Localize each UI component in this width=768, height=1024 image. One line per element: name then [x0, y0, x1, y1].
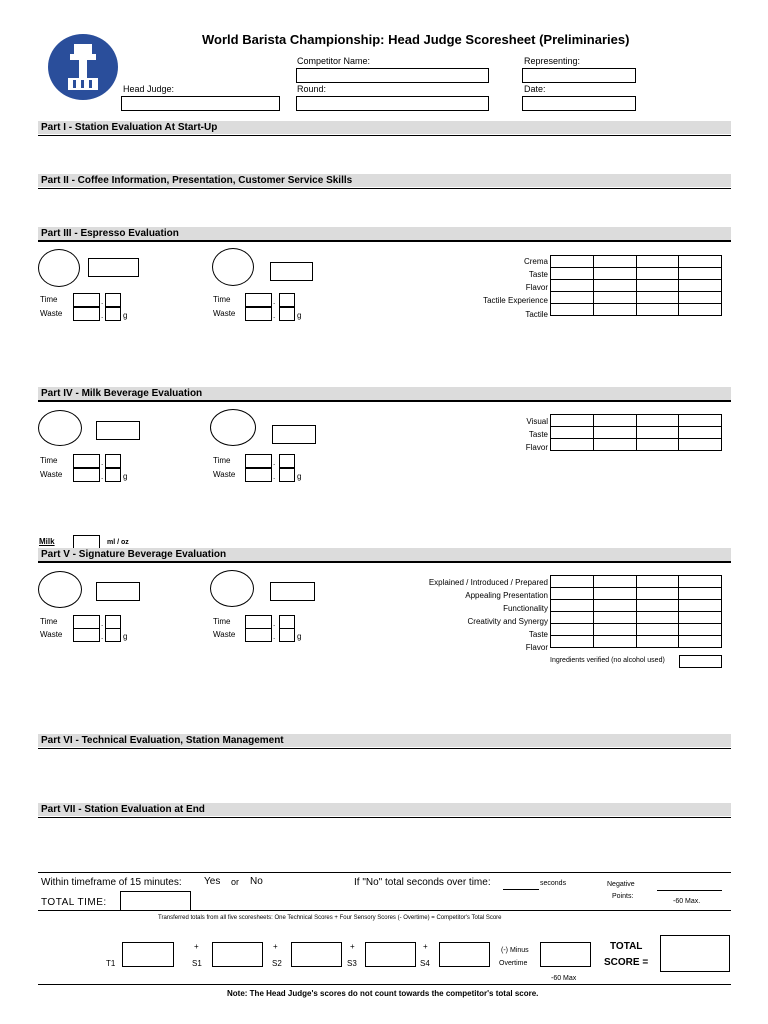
waste-label: Waste	[40, 309, 63, 318]
grams-label: g	[123, 632, 128, 641]
sig-2-time-sec[interactable]	[279, 615, 295, 629]
sig-2-field[interactable]	[270, 582, 315, 601]
or-label: or	[231, 877, 240, 887]
round-field[interactable]	[296, 96, 489, 111]
dot: .	[101, 311, 104, 320]
representing-field[interactable]	[522, 68, 636, 83]
waste-label: Waste	[40, 470, 63, 479]
espresso-2-time-min[interactable]	[245, 293, 272, 307]
signature-row-label: Taste	[528, 630, 548, 639]
dot: .	[273, 458, 276, 467]
overtime-field[interactable]	[540, 942, 591, 967]
s1-label: S1	[192, 959, 202, 968]
score-cell[interactable]	[636, 439, 679, 451]
max-label: -60 Max.	[673, 898, 701, 905]
score-cell[interactable]	[551, 600, 594, 612]
score-cell[interactable]	[636, 624, 679, 636]
sig-2-time-min[interactable]	[245, 615, 272, 629]
espresso-row-label: Tactile Experience	[483, 296, 548, 305]
score-cell[interactable]	[593, 439, 636, 451]
milk-2-field[interactable]	[272, 425, 316, 444]
plus-sign: +	[194, 942, 199, 951]
milk-2-circle[interactable]	[210, 409, 256, 446]
grams-label: g	[123, 311, 128, 320]
score-cell[interactable]	[636, 280, 679, 292]
time-label: Time	[40, 295, 58, 304]
milk-row-label: Visual	[526, 417, 548, 426]
score-cell[interactable]	[636, 304, 679, 316]
milk-1-field[interactable]	[96, 421, 140, 440]
score-cell[interactable]	[551, 280, 594, 292]
section-part-5-title: Part V - Signature Beverage Evaluation	[41, 549, 227, 560]
overtime-label: If "No" total seconds over time:	[354, 877, 491, 888]
plus-sign: +	[423, 942, 428, 951]
grams-label: g	[297, 472, 302, 481]
t1-field[interactable]	[122, 942, 174, 967]
sig-1-waste-a[interactable]	[73, 628, 100, 642]
divider	[38, 400, 731, 402]
divider	[38, 984, 731, 985]
signature-row-label: Flavor	[525, 643, 548, 652]
s3-field[interactable]	[365, 942, 416, 967]
dot: .	[101, 619, 104, 628]
time-label: Time	[40, 456, 58, 465]
section-part-2-title: Part II - Coffee Information, Presentation, Customer Service Skills	[41, 175, 353, 186]
plus-sign: +	[273, 942, 278, 951]
milk-volume-field[interactable]	[73, 535, 100, 549]
score-cell[interactable]	[679, 427, 722, 439]
score-cell[interactable]	[593, 624, 636, 636]
divider	[38, 188, 731, 189]
divider	[38, 910, 731, 911]
score-cell[interactable]	[679, 439, 722, 451]
total-score-label: TOTAL	[610, 941, 643, 952]
score-cell[interactable]	[551, 304, 594, 316]
score-cell[interactable]	[679, 636, 722, 648]
signature-row-label: Functionality	[503, 604, 548, 613]
score-cell[interactable]	[679, 415, 722, 427]
dot: .	[101, 472, 104, 481]
milk-1-waste-a[interactable]	[73, 468, 100, 482]
dot: .	[273, 472, 276, 481]
grams-label: g	[297, 311, 302, 320]
section-part-3-title: Part III - Espresso Evaluation	[41, 228, 179, 239]
espresso-1-time-sec[interactable]	[105, 293, 121, 307]
timeframe-label: Within timeframe of 15 minutes:	[41, 877, 182, 888]
dot: .	[101, 632, 104, 641]
score-cell[interactable]	[593, 576, 636, 588]
dot: .	[273, 297, 276, 306]
page-title: World Barista Championship: Head Judge Scoresheet (Preliminaries)	[202, 32, 630, 47]
milk-2-time-sec[interactable]	[279, 454, 295, 468]
score-cell[interactable]	[679, 600, 722, 612]
score-cell[interactable]	[551, 427, 594, 439]
section-part-7-title: Part VII - Station Evaluation at End	[41, 804, 205, 815]
espresso-row-label: Crema	[523, 257, 548, 266]
score-cell[interactable]	[636, 612, 679, 624]
milk-label: Milk	[39, 537, 55, 546]
footer-note: Note: The Head Judge's scores do not count towards the competitor's total score.	[227, 989, 539, 998]
divider	[38, 748, 731, 749]
waste-label: Waste	[213, 470, 236, 479]
milk-2-time-min[interactable]	[245, 454, 272, 468]
dot: .	[101, 297, 104, 306]
divider	[38, 135, 731, 136]
dot: .	[273, 632, 276, 641]
section-part-7	[38, 803, 731, 816]
dot: .	[273, 311, 276, 320]
score-cell[interactable]	[593, 600, 636, 612]
time-label: Time	[40, 617, 58, 626]
total-time-label: TOTAL TIME:	[41, 897, 107, 908]
t1-label: T1	[106, 959, 116, 968]
milk-2-waste-b[interactable]	[279, 468, 295, 482]
score-cell[interactable]	[679, 624, 722, 636]
head-judge-field[interactable]	[121, 96, 280, 111]
score-cell[interactable]	[636, 268, 679, 280]
section-part-4	[38, 387, 731, 400]
score-cell[interactable]	[679, 268, 722, 280]
score-cell[interactable]	[551, 415, 594, 427]
espresso-row-label: Flavor	[525, 283, 548, 292]
sig-1-time-min[interactable]	[73, 615, 100, 629]
milk-1-time-min[interactable]	[73, 454, 100, 468]
score-cell[interactable]	[551, 624, 594, 636]
espresso-1-waste-a[interactable]	[73, 307, 100, 321]
negative-label: Negative	[607, 881, 635, 888]
espresso-score-grid	[550, 255, 722, 316]
divider	[38, 240, 731, 242]
score-cell[interactable]	[593, 292, 636, 304]
competitor-name-field[interactable]	[296, 68, 489, 83]
sig-2-waste-a[interactable]	[245, 628, 272, 642]
score-cell[interactable]	[636, 576, 679, 588]
score-cell[interactable]	[551, 576, 594, 588]
sig-1-time-sec[interactable]	[105, 615, 121, 629]
points-label: Points:	[612, 893, 634, 900]
total-score-label-2: SCORE =	[604, 957, 649, 968]
divider	[38, 817, 731, 818]
score-cell[interactable]	[679, 292, 722, 304]
espresso-row-label: Tactile	[525, 310, 548, 319]
espresso-2-waste-b[interactable]	[279, 307, 295, 321]
espresso-2-field[interactable]	[270, 262, 313, 281]
score-cell[interactable]	[636, 600, 679, 612]
score-cell[interactable]	[679, 256, 722, 268]
overtime-seconds-line[interactable]	[503, 889, 539, 890]
milk-row-label: Flavor	[525, 443, 548, 452]
milk-unit-label: ml / oz	[107, 539, 129, 546]
negative-points-line[interactable]	[657, 890, 722, 891]
s4-field[interactable]	[439, 942, 490, 967]
milk-1-time-sec[interactable]	[105, 454, 121, 468]
waste-label: Waste	[213, 630, 236, 639]
milk-2-waste-a[interactable]	[245, 468, 272, 482]
score-cell[interactable]	[679, 612, 722, 624]
score-cell[interactable]	[551, 439, 594, 451]
s2-label: S2	[272, 959, 282, 968]
grams-label: g	[123, 472, 128, 481]
sig-1-field[interactable]	[96, 582, 140, 601]
waste-label: Waste	[40, 630, 63, 639]
yes-option[interactable]: Yes	[204, 876, 221, 887]
section-part-1-title: Part I - Station Evaluation At Start-Up	[41, 122, 218, 133]
espresso-2-time-sec[interactable]	[279, 293, 295, 307]
espresso-1-waste-b[interactable]	[105, 307, 121, 321]
espresso-2-circle[interactable]	[212, 248, 254, 286]
milk-score-grid	[550, 414, 722, 451]
section-part-5	[38, 548, 731, 561]
section-part-2	[38, 174, 731, 187]
score-cell[interactable]	[593, 280, 636, 292]
score-cell[interactable]	[679, 304, 722, 316]
score-cell[interactable]	[636, 636, 679, 648]
score-cell[interactable]	[593, 304, 636, 316]
score-cell[interactable]	[679, 576, 722, 588]
section-part-3	[38, 227, 731, 240]
total-time-field[interactable]	[120, 891, 191, 911]
score-cell[interactable]	[593, 256, 636, 268]
time-label: Time	[213, 456, 231, 465]
representing-label: Representing:	[524, 56, 581, 66]
score-cell[interactable]	[636, 256, 679, 268]
score-cell[interactable]	[636, 427, 679, 439]
signature-score-grid	[550, 575, 722, 648]
plus-sign: +	[350, 942, 355, 951]
wbc-logo	[48, 34, 118, 100]
divider	[38, 872, 731, 873]
score-cell[interactable]	[551, 268, 594, 280]
round-label: Round:	[297, 84, 327, 94]
no-option[interactable]: No	[250, 876, 263, 887]
espresso-1-circle[interactable]	[38, 249, 80, 287]
s3-label: S3	[347, 959, 357, 968]
score-cell[interactable]	[679, 280, 722, 292]
section-part-6-title: Part VI - Technical Evaluation, Station Management	[41, 735, 284, 746]
overtime-label-2: Overtime	[499, 960, 528, 967]
score-cell[interactable]	[551, 612, 594, 624]
score-cell[interactable]	[551, 256, 594, 268]
s2-field[interactable]	[291, 942, 342, 967]
score-cell[interactable]	[636, 588, 679, 600]
sig-1-circle[interactable]	[38, 571, 82, 608]
espresso-row-label: Taste	[528, 270, 548, 279]
sig-2-waste-b[interactable]	[279, 628, 295, 642]
signature-row-label: Appealing Presentation	[465, 591, 548, 600]
competitor-name-label: Competitor Name:	[297, 56, 371, 66]
total-score-field[interactable]	[660, 935, 730, 972]
section-part-4-title: Part IV - Milk Beverage Evaluation	[41, 388, 203, 399]
head-judge-label: Head Judge:	[123, 84, 175, 94]
score-cell[interactable]	[551, 636, 594, 648]
score-cell[interactable]	[593, 268, 636, 280]
signature-row-label: Creativity and Synergy	[467, 617, 548, 626]
sig-2-circle[interactable]	[210, 570, 254, 607]
score-cell[interactable]	[593, 427, 636, 439]
date-field[interactable]	[522, 96, 636, 111]
score-cell[interactable]	[679, 588, 722, 600]
score-cell[interactable]	[551, 292, 594, 304]
score-cell[interactable]	[636, 415, 679, 427]
score-cell[interactable]	[593, 612, 636, 624]
espresso-2-waste-a[interactable]	[245, 307, 272, 321]
seconds-label: seconds	[540, 880, 567, 887]
sig-1-waste-b[interactable]	[105, 628, 121, 642]
max-label-2: -60 Max	[551, 975, 577, 982]
waste-label: Waste	[213, 309, 236, 318]
date-label: Date:	[524, 84, 546, 94]
s4-label: S4	[420, 959, 430, 968]
espresso-1-time-min[interactable]	[73, 293, 100, 307]
section-part-6	[38, 734, 731, 747]
ingredients-verified-label: Ingredients verified (no alcohol used)	[550, 657, 665, 664]
transferred-note: Transferred totals from all five scoresheets: One Technical Scores + Four Sensory Scores (- Overtime) = Competitor's Total Score	[158, 915, 502, 921]
s1-field[interactable]	[212, 942, 263, 967]
grams-label: g	[297, 632, 302, 641]
score-cell[interactable]	[593, 415, 636, 427]
score-cell[interactable]	[636, 292, 679, 304]
score-cell[interactable]	[593, 636, 636, 648]
time-label: Time	[213, 617, 231, 626]
milk-1-waste-b[interactable]	[105, 468, 121, 482]
score-cell[interactable]	[593, 588, 636, 600]
time-label: Time	[213, 295, 231, 304]
minus-label: (-) Minus	[501, 947, 529, 954]
tamper-logo-icon	[48, 34, 118, 100]
ingredients-verified-field[interactable]	[679, 655, 722, 668]
dot: .	[273, 619, 276, 628]
milk-1-circle[interactable]	[38, 410, 82, 446]
divider	[38, 561, 731, 563]
section-part-1	[38, 121, 731, 134]
espresso-1-field[interactable]	[88, 258, 139, 277]
milk-row-label: Taste	[528, 430, 548, 439]
score-cell[interactable]	[551, 588, 594, 600]
signature-row-label: Explained / Introduced / Prepared	[428, 578, 548, 587]
dot: .	[101, 458, 104, 467]
